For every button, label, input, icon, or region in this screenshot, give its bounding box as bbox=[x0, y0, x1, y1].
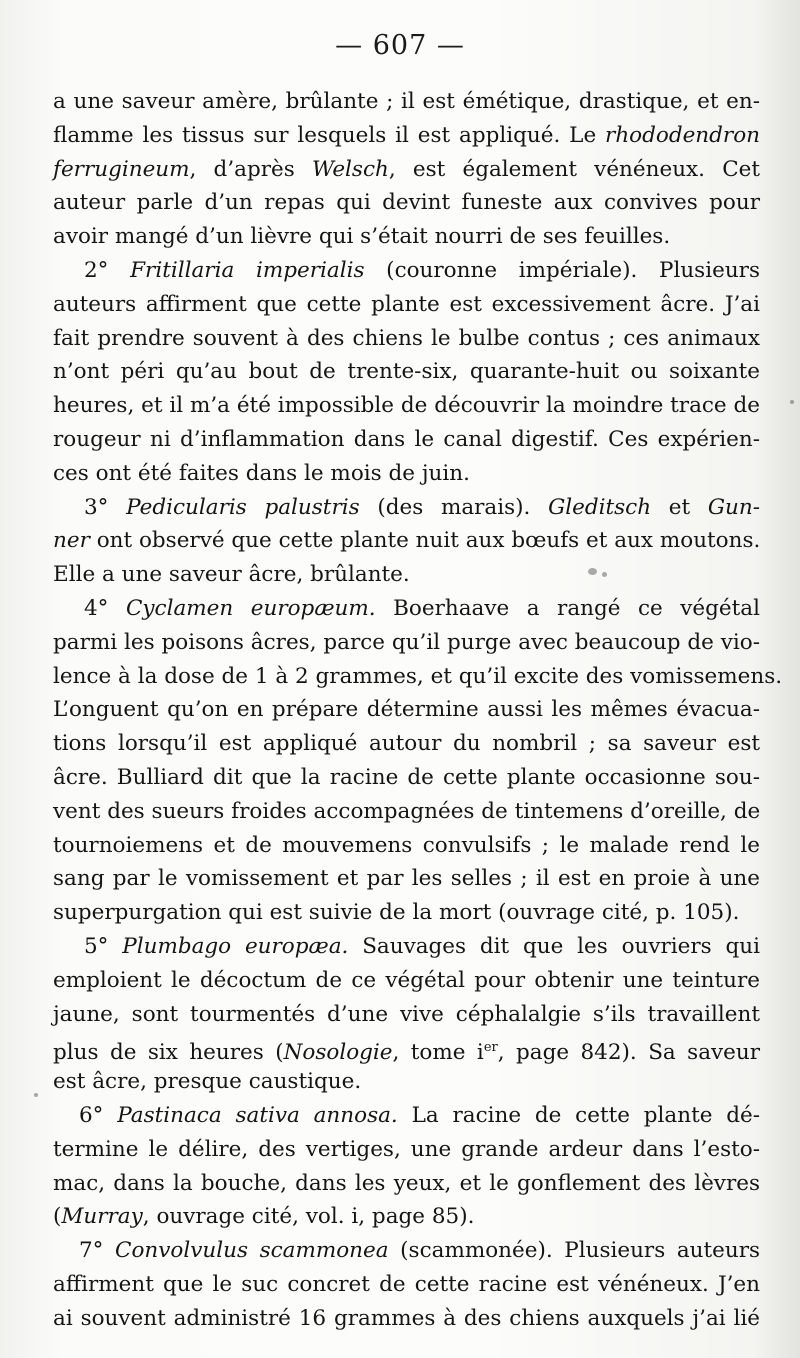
text-line: avoir mangé d’un lièvre qui s’était nourri de ses feuilles. bbox=[53, 224, 671, 250]
item-number: 4° bbox=[84, 595, 109, 621]
species-name: Plumbago europæa. bbox=[122, 933, 349, 959]
text-line bbox=[53, 524, 760, 558]
paragraph-plumbago bbox=[53, 930, 760, 1099]
item-number: 3° bbox=[84, 494, 109, 520]
paragraph-cyclamen bbox=[53, 592, 783, 930]
item-number: 2° bbox=[84, 257, 109, 283]
paragraph-fritillaria bbox=[53, 254, 760, 491]
text-line: Elle a une saveur âcre, brûlante. bbox=[53, 562, 410, 588]
item-number: 6° bbox=[79, 1102, 104, 1128]
text-line: lence à la dose de 1 à 2 grammes, et qu’il excite des vomissemens. bbox=[53, 663, 783, 689]
text-line: termine le délire, des vertiges, une grande ardeur dans l’esto- bbox=[53, 1136, 760, 1162]
text-segment: et bbox=[651, 494, 708, 520]
text-line: a une saveur amère, brûlante ; il est émétique, drastique, et en- bbox=[53, 89, 760, 114]
species-name: Pastinaca sativa annosa. bbox=[117, 1102, 398, 1128]
author-name: Welsch bbox=[311, 156, 389, 182]
text-segment: (scammonée). Plusieurs auteurs bbox=[388, 1238, 761, 1264]
paragraph-convolvulus bbox=[53, 1234, 760, 1335]
text-line: rougeur ni d’inflammation dans le canal digestif. Ces expérien- bbox=[53, 426, 760, 452]
text-line: fait prendre souvent à des chiens le bulbe contus ; ces animaux bbox=[53, 325, 760, 351]
text-line bbox=[53, 930, 760, 964]
text-line: tournoiemens et de mouvemens convulsifs ; le malade rend le bbox=[53, 832, 760, 858]
text-line: heures, et il m’a été impossible de découvrir la moindre trace de bbox=[53, 393, 760, 419]
text-segment: La racine de cette plante dé- bbox=[397, 1102, 760, 1128]
text-line: affirment que le suc concret de cette racine est vénéneux. J’en bbox=[53, 1271, 760, 1297]
text-segment: , d’après bbox=[189, 156, 312, 182]
paragraph-continuation bbox=[53, 85, 760, 254]
text-line: auteurs affirment que cette plante est excessivement âcre. J’ai bbox=[53, 291, 760, 317]
text-line: ai souvent administré 16 grammes à des chiens auxquels j’ai lié bbox=[53, 1305, 760, 1331]
text-line: âcre. Bulliard dit que la racine de cette plante occasionne sou- bbox=[53, 764, 760, 790]
text-line bbox=[53, 491, 760, 525]
text-line: parmi les poisons âcres, parce qu’il purge avec beaucoup de vio- bbox=[53, 629, 760, 655]
author-name: Gleditsch bbox=[548, 494, 652, 520]
page-number: — 607 — bbox=[335, 30, 465, 61]
text-segment: ont observé que cette plante nuit aux bœufs et aux moutons. bbox=[89, 528, 761, 554]
text-line bbox=[53, 1031, 760, 1065]
text-line: superpurgation qui est suivie de la mort (ouvrage cité, p. 105). bbox=[53, 900, 740, 926]
text-segment: ( bbox=[53, 1204, 62, 1230]
author-name: Murray bbox=[61, 1204, 143, 1230]
paragraph-pedicularis bbox=[53, 491, 760, 592]
ink-speck bbox=[790, 400, 794, 404]
ink-speck bbox=[588, 568, 597, 575]
species-name: ferrugineum bbox=[53, 156, 190, 182]
text-line bbox=[53, 119, 760, 153]
text-line: L’onguent qu’on en prépare détermine aussi les mêmes évacua- bbox=[53, 697, 760, 723]
text-line: est âcre, presque caustique. bbox=[53, 1069, 362, 1095]
species-name: rhododendron bbox=[605, 122, 760, 148]
text-line bbox=[53, 1200, 760, 1234]
text-segment: , page 842). Sa saveur bbox=[497, 1040, 761, 1066]
species-name: Pedicularis palustris bbox=[126, 494, 360, 520]
text-line: jaune, sont tourmentés d’une vive céphalalgie s’ils travaillent bbox=[53, 1001, 760, 1027]
paragraph-pastinaca bbox=[53, 1099, 760, 1234]
item-number: 5° bbox=[84, 933, 109, 959]
author-name: Gun- bbox=[707, 494, 760, 520]
text-line: mac, dans la bouche, dans les yeux, et le gonflement des lèvres bbox=[53, 1170, 760, 1196]
ink-speck bbox=[34, 1093, 38, 1097]
book-title: Nosologie bbox=[283, 1040, 393, 1066]
text-line bbox=[53, 254, 760, 288]
species-name: Fritillaria imperialis bbox=[130, 257, 365, 283]
text-segment: , ouvrage cité, vol. i, page 85). bbox=[142, 1204, 475, 1230]
item-number: 7° bbox=[79, 1238, 104, 1264]
text-segment: , tome i bbox=[392, 1040, 484, 1066]
text-line bbox=[53, 153, 760, 187]
author-name: ner bbox=[53, 528, 90, 554]
text-line: tions lorsqu’il est appliqué autour du nombril ; sa saveur est bbox=[53, 731, 760, 757]
text-line: ces ont été faites dans le mois de juin. bbox=[53, 460, 470, 486]
text-line: auteur parle d’un repas qui devint funeste aux convives pour bbox=[53, 190, 760, 216]
text-segment: plus de six heures ( bbox=[53, 1040, 284, 1066]
species-name: Cyclamen europæum. bbox=[125, 595, 376, 621]
text-line bbox=[53, 592, 760, 626]
text-segment: (couronne impériale). Plusieurs bbox=[364, 257, 760, 283]
text-line: sang par le vomissement et par les selles ; il est en proie à une bbox=[53, 866, 760, 892]
page-body-text bbox=[53, 85, 783, 1335]
text-line bbox=[53, 1099, 760, 1133]
text-segment: Boerhaave a rangé ce végétal bbox=[375, 595, 760, 621]
superscript: er bbox=[483, 1040, 498, 1056]
text-line: n’ont péri qu’au bout de trente-six, quarante-huit ou soixante bbox=[53, 359, 760, 385]
text-segment: , est également vénéneux. Cet bbox=[388, 156, 761, 182]
text-line: emploient le décoctum de ce végétal pour obtenir une teinture bbox=[53, 967, 760, 993]
ink-speck bbox=[602, 572, 607, 577]
text-segment: (des marais). bbox=[359, 494, 549, 520]
text-segment: flamme les tissus sur lesquels il est appliqué. Le bbox=[53, 122, 606, 148]
species-name: Convolvulus scammonea bbox=[115, 1238, 389, 1264]
text-line bbox=[53, 1234, 760, 1268]
text-line: vent des sueurs froides accompagnées de tintemens d’oreille, de bbox=[53, 798, 761, 824]
text-segment: Sauvages dit que les ouvriers qui bbox=[348, 933, 760, 959]
